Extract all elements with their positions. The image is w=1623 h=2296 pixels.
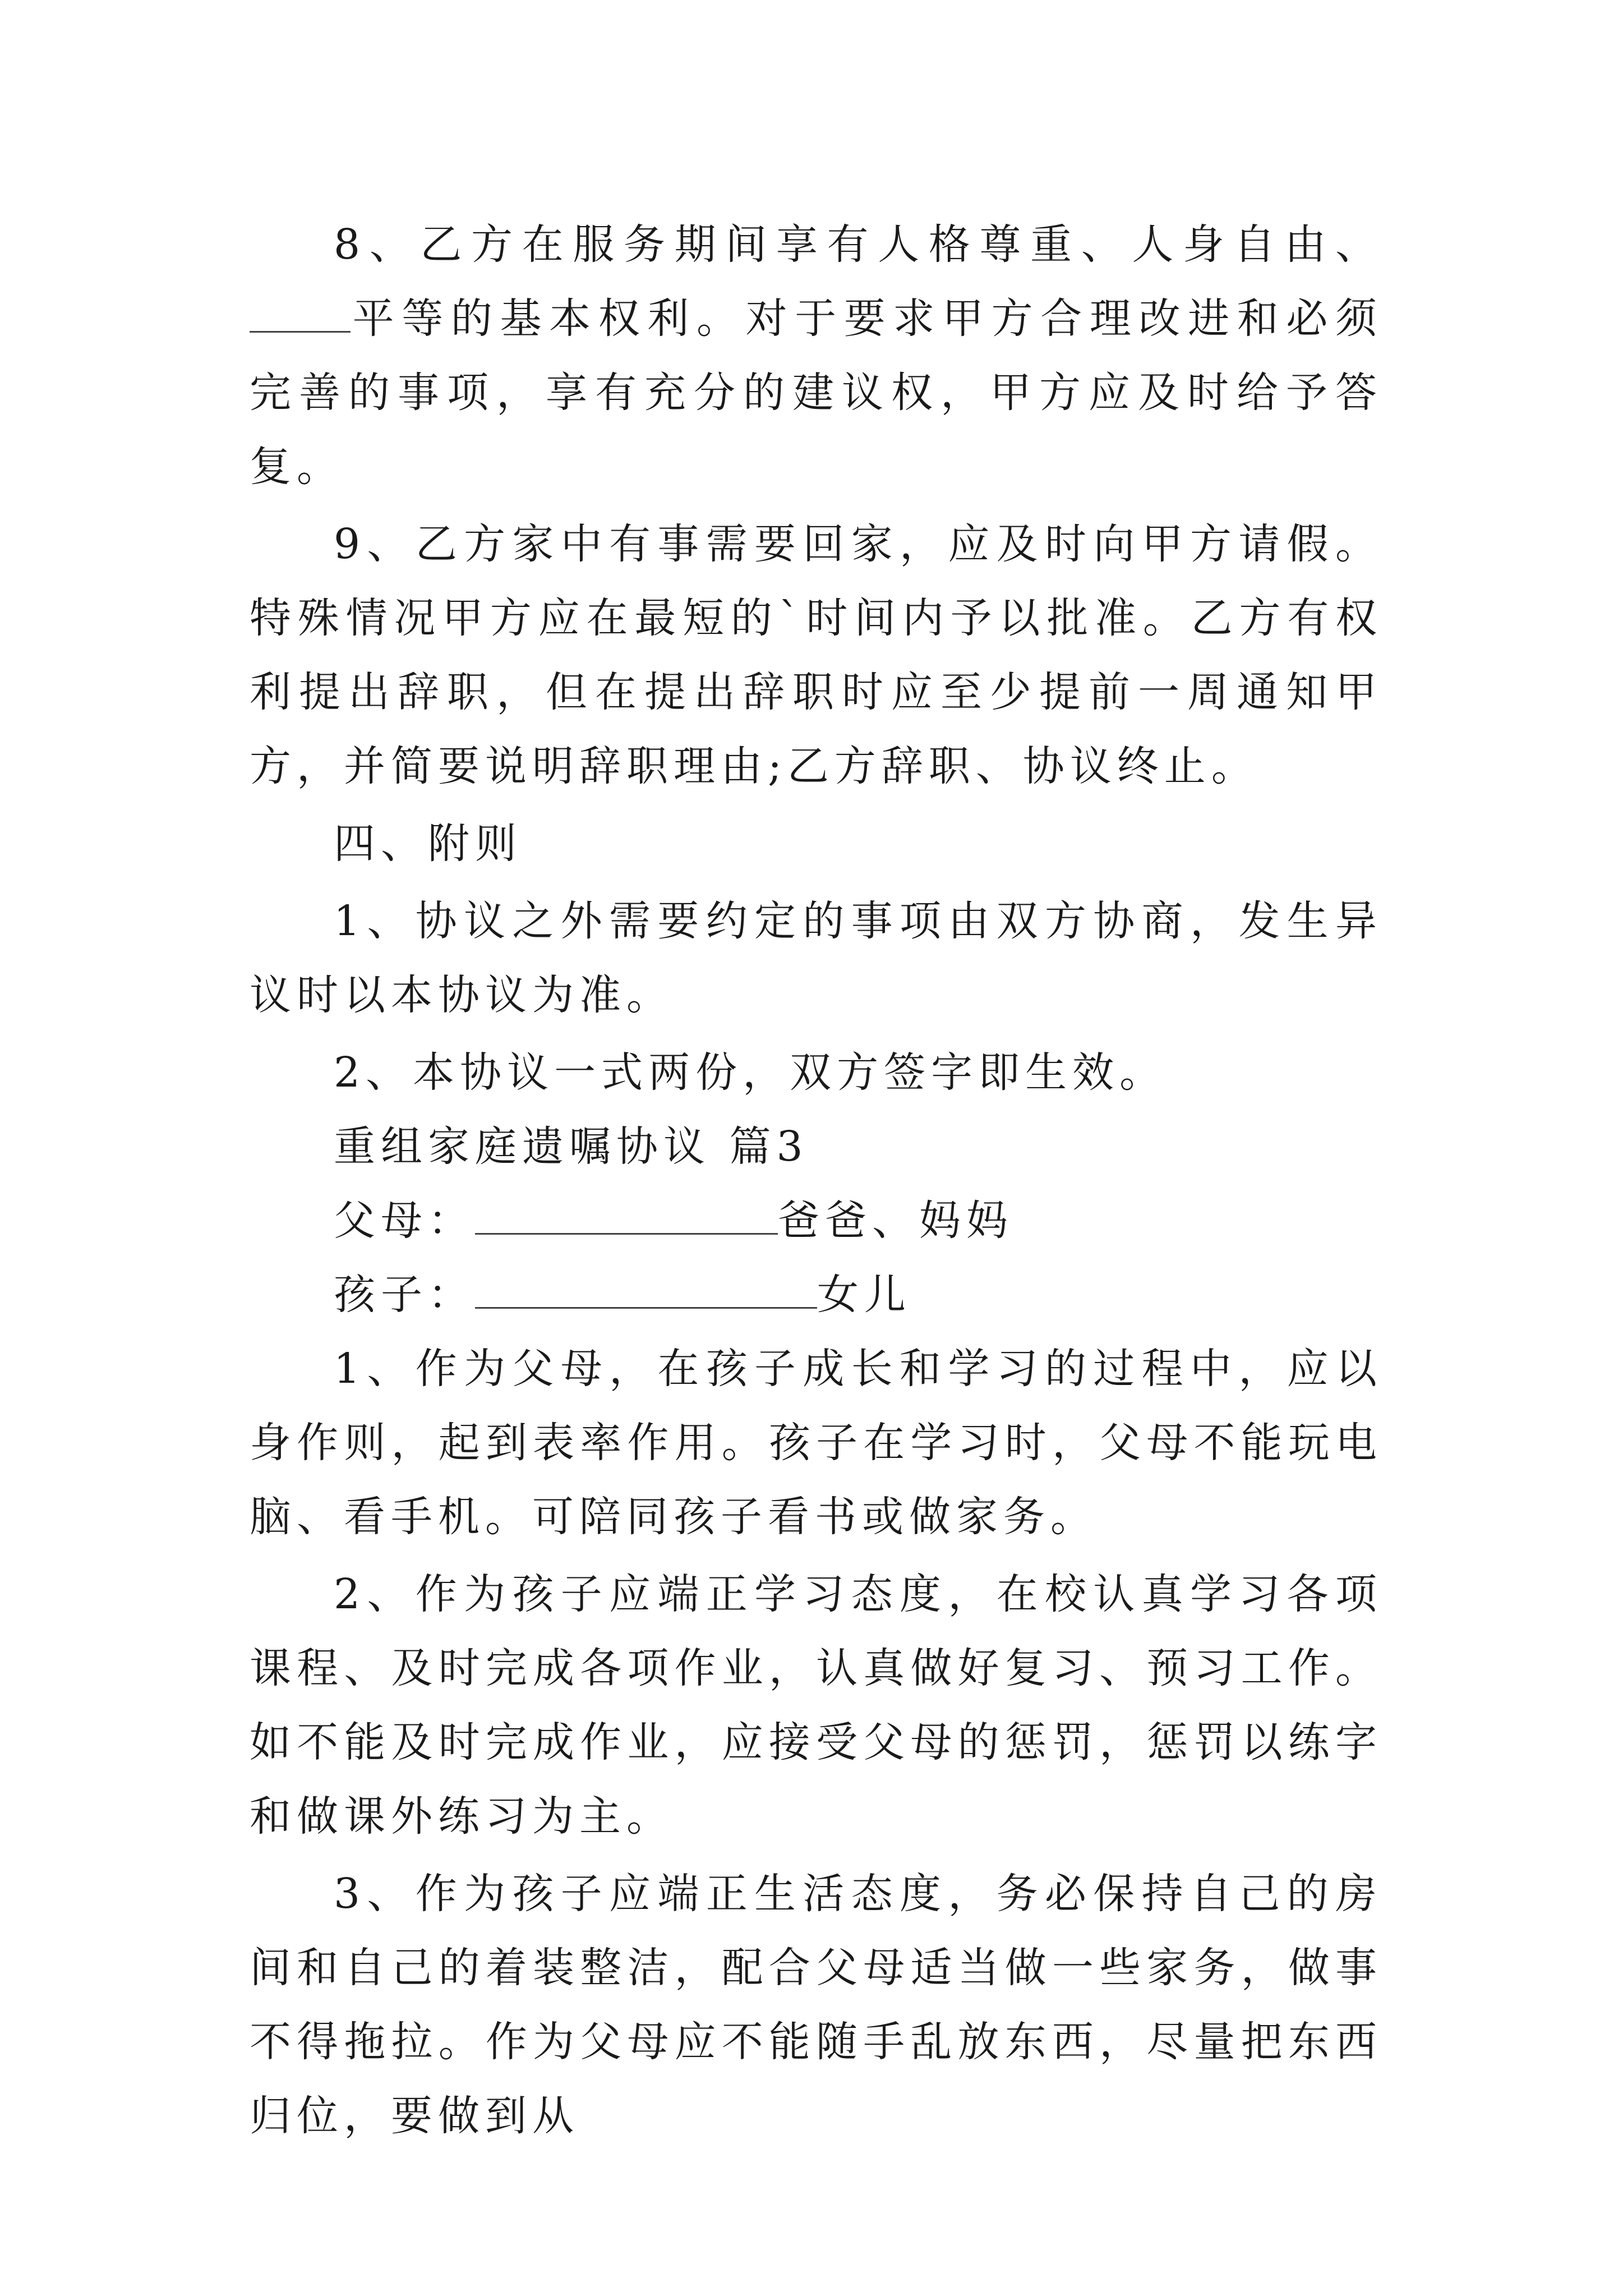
child-label: 孩子：	[334, 1271, 475, 1319]
appendix-item-1: 1、协议之外需要约定的事项由双方协商，发生异议时以本协议为准。	[250, 897, 1382, 1019]
child-blank	[475, 1273, 817, 1309]
fill-in-blank	[250, 297, 351, 333]
parents-label: 父母：	[334, 1197, 475, 1245]
clause-3: 3、作为孩子应端正生活态度，务必保持自己的房间和自己的着装整洁，配合父母适当做一些家务，做事不得拖拉。作为父母应不能随手乱放东西，尽量把东西归位，要做到从	[250, 1870, 1382, 2140]
document-body	[250, 208, 1382, 2153]
paragraph-8	[250, 208, 1382, 504]
paragraph-9: 9、乙方家中有事需要回家，应及时向甲方请假。特殊情况甲方应在最短的`时间内予以批准。乙方有权利提出辞职，但在提出辞职时应至少提前一周通知甲方，并简要说明辞职理由;乙方辞职、协议终止。	[250, 520, 1382, 790]
paragraph-8-text-after: 平等的基本权利。对于要求甲方合理改进和必须完善的事项，享有充分的建议权，甲方应及时给予答复。	[250, 295, 1382, 491]
clause-1: 1、作为父母，在孩子成长和学习的过程中，应以身作则，起到表率作用。孩子在学习时，父母不能玩电脑、看手机。可陪同孩子看书或做家务。	[250, 1345, 1382, 1541]
appendix-item-2: 2、本协议一式两份，双方签字即生效。	[334, 1048, 1167, 1097]
child-line	[250, 1258, 1382, 1332]
clause-2: 2、作为孩子应端正学习态度，在校认真学习各项课程、及时完成各项作业，认真做好复习、预习工作。如不能及时完成作业，应接受父母的惩罚，惩罚以练字和做课外练习为主。	[250, 1570, 1382, 1841]
section-title: 重组家庭遗嘱协议 篇3	[334, 1122, 809, 1171]
heading-appendix: 四、附则	[334, 820, 522, 868]
parents-value: 爸爸、妈妈	[778, 1197, 1013, 1245]
child-value: 女儿	[817, 1271, 911, 1319]
parents-blank	[475, 1199, 778, 1235]
parents-line	[250, 1184, 1382, 1258]
paragraph-8-text-before: 8、乙方在服务期间享有人格尊重、人身自由、	[334, 220, 1382, 269]
